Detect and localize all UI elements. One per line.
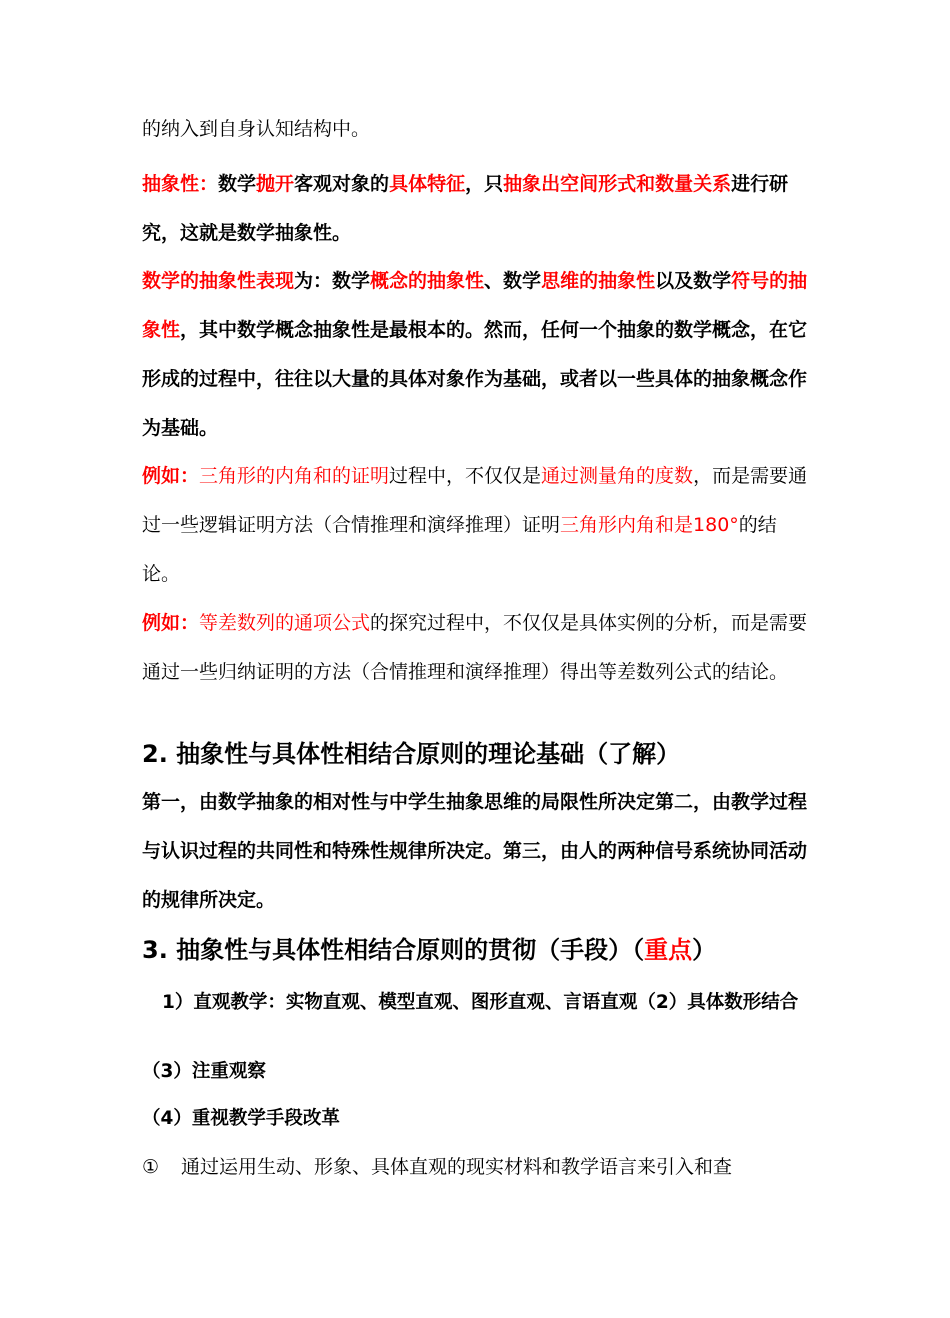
highlight-text: 抽象出空间形式和数量关系 — [503, 173, 732, 195]
text-run: 通过运用生动、形象、具体直观的现实材料和教学语言来引入和查 — [181, 1156, 733, 1178]
text-run: 数学 — [218, 173, 257, 195]
text-run: 、数学 — [484, 270, 542, 292]
paragraph-theory-basis — [142, 778, 812, 925]
example-label: 例如： — [142, 612, 200, 634]
section-heading-2: 2. 抽象性与具体性相结合原则的理论基础（了解） — [142, 740, 681, 768]
highlight-text: 通过测量角的度数 — [541, 465, 694, 487]
paragraph-abstraction-definition — [142, 160, 812, 258]
list-item-observation: （3）注重观察 — [142, 1061, 266, 1082]
highlight-text: 抛开 — [256, 173, 295, 195]
list-item-circled-1 — [142, 1155, 732, 1179]
paragraph-continuation — [142, 105, 812, 154]
term-label: 数学的抽象性表现 — [142, 270, 295, 292]
section-heading-3 — [142, 932, 716, 968]
list-item-intuitive-teaching: 1）直观教学：实物直观、模型直观、图形直观、言语直观（2）具体数形结合 — [162, 992, 799, 1013]
text-run: ，而是需要通过一些逻辑证明方法（合情推理和演绎推理）证明 — [142, 465, 808, 536]
text-run: ，其中数学概念抽象性是最根本的。然而，任何一个抽象的数学概念，在它形成的过程中，往往以大量的具体对象作为基础，或者以一些具体的抽象概念作为基础。 — [142, 319, 808, 439]
text-run: 的探究过程中，不仅仅是具体实例的分析，而是需要通过一些归纳证明的方法（合情推理和演绎推理）得出等差数列公式的结论。 — [142, 612, 808, 683]
paragraph-example-triangle — [142, 452, 812, 599]
text-run: ，只 — [465, 173, 504, 195]
text-run: 进行研究，这就是数学抽象性。 — [142, 173, 789, 244]
text-run: 第一，由数学抽象的相对性与中学生抽象思维的局限性所决定第二，由教学过程与认识过程的共同性和特殊性规律所决定。第三，由人的两种信号系统协同活动的规律所决定。 — [142, 791, 808, 911]
paragraph-example-sequence — [142, 599, 812, 697]
text-run: 的结论。 — [142, 514, 777, 585]
list-item-teaching-reform: （4）重视教学手段改革 — [142, 1108, 340, 1129]
highlight-text: 具体特征 — [389, 173, 466, 195]
text-run: 为：数学 — [294, 270, 371, 292]
text-run: 的纳入到自身认知结构中。 — [142, 118, 371, 140]
highlight-text: 三角形内角和是180° — [560, 514, 739, 536]
highlight-text: 三角形的内角和的证明 — [199, 465, 390, 487]
highlight-text: 重点 — [644, 936, 693, 964]
highlight-text: 符号的抽象性 — [142, 270, 808, 341]
highlight-text: 思维的抽象性 — [541, 270, 656, 292]
text-run: 客观对象的 — [294, 173, 390, 195]
term-label: 抽象性： — [142, 173, 219, 195]
example-label: 例如： — [142, 465, 200, 487]
list-marker: ① — [142, 1156, 160, 1178]
highlight-text: 概念的抽象性 — [370, 270, 485, 292]
text-run: 3. 抽象性与具体性相结合原则的贯彻（手段）（ — [142, 936, 645, 964]
text-run: 以及数学 — [655, 270, 732, 292]
text-run: 过程中，不仅仅是 — [389, 465, 542, 487]
paragraph-abstraction-forms — [142, 257, 812, 453]
highlight-text: 等差数列的通项公式 — [199, 612, 371, 634]
text-run: ） — [692, 936, 717, 964]
